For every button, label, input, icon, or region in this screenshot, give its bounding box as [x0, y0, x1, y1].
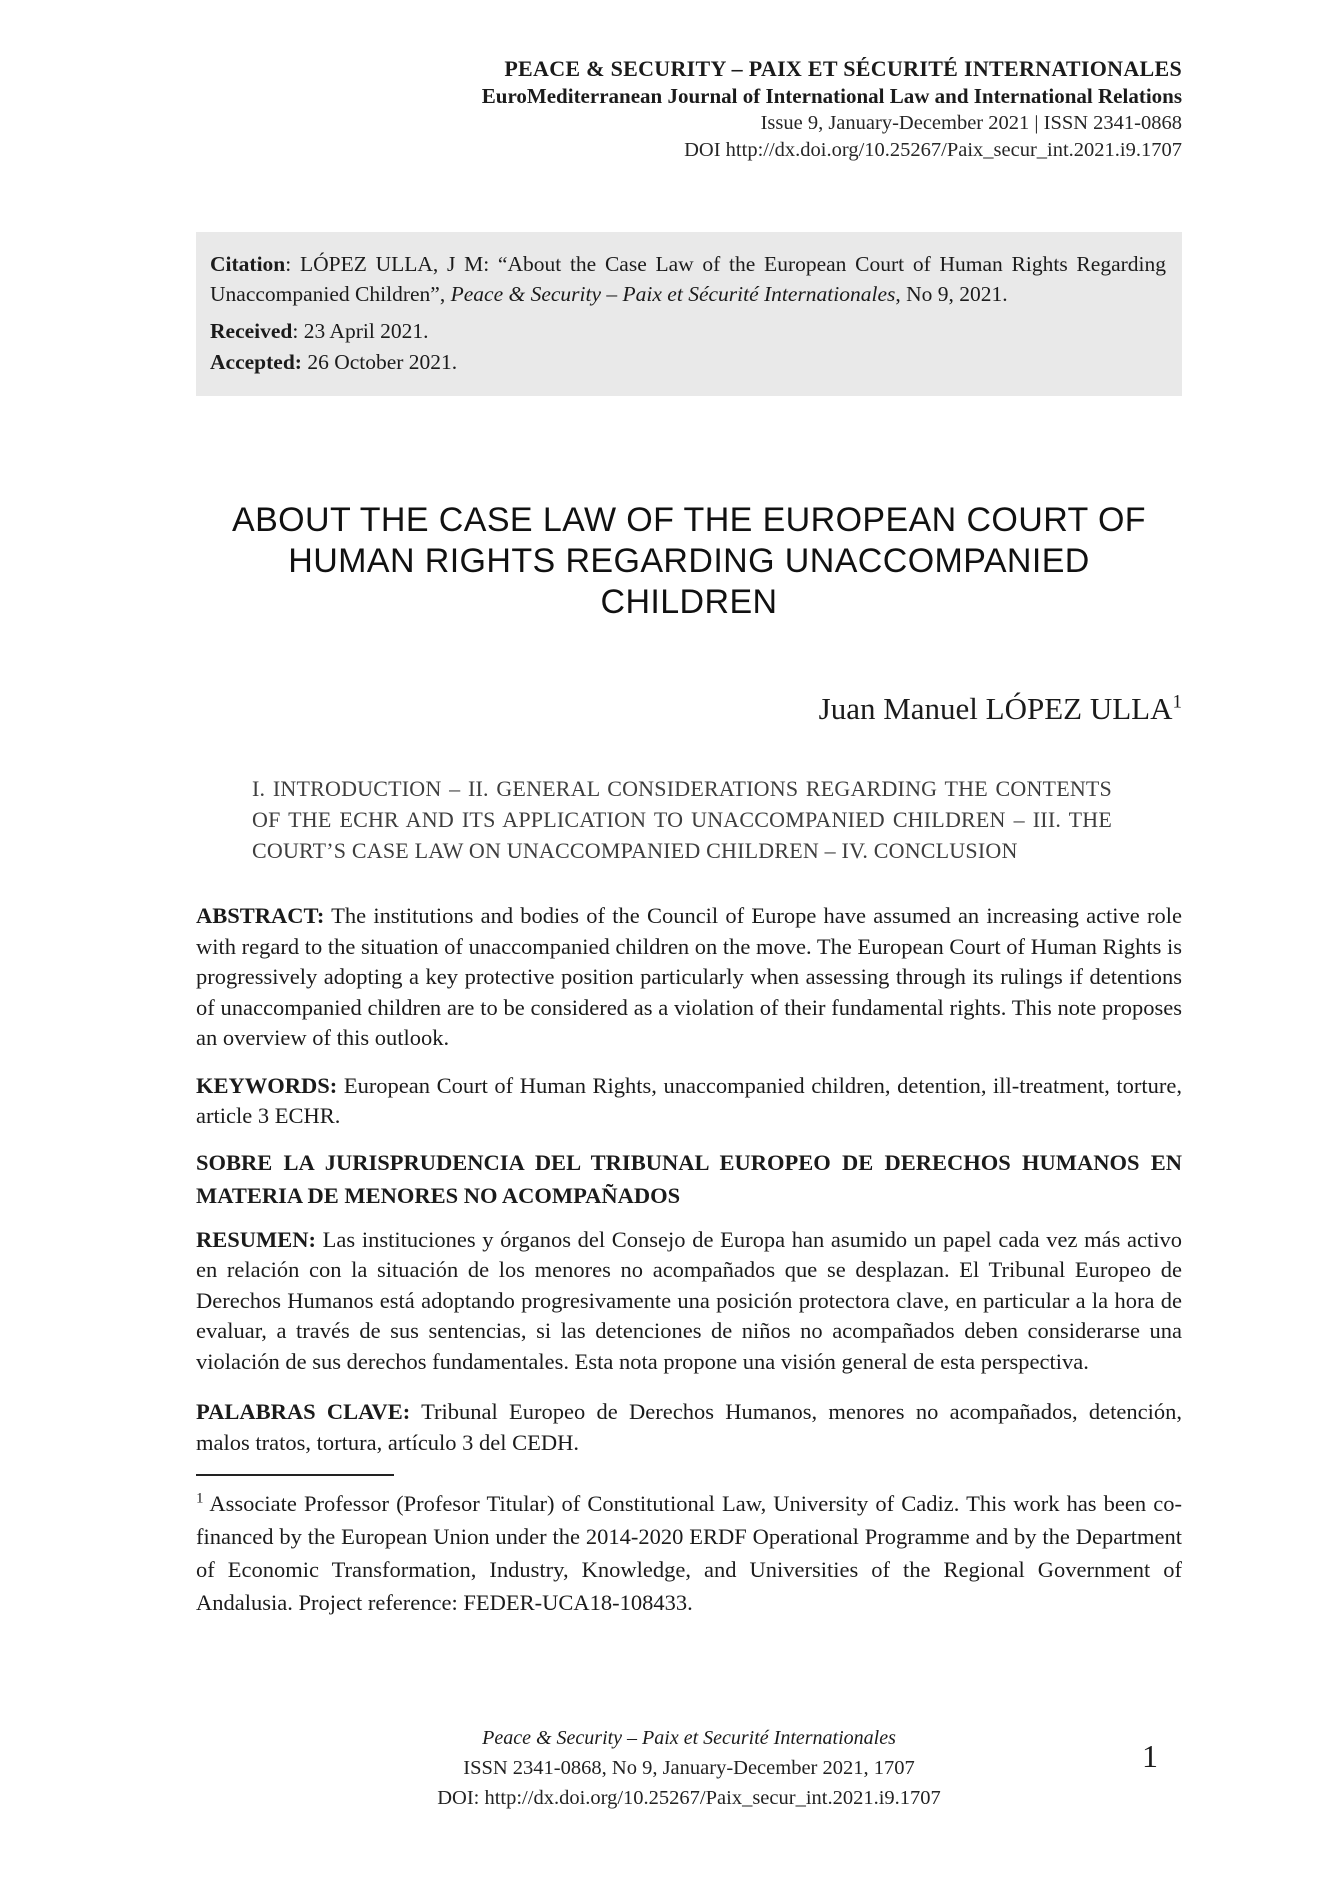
accepted-value: 26 October 2021. — [301, 350, 458, 374]
footnote-divider — [196, 1474, 394, 1476]
author-footnote-ref: 1 — [1172, 691, 1182, 713]
header-doi-line: DOI http://dx.doi.org/10.25267/Paix_secur_int.2021.i9.1707 — [684, 139, 1182, 161]
abstract-label: ABSTRACT: — [196, 903, 325, 928]
article-outline: I. INTRODUCTION – II. GENERAL CONSIDERATIONS REGARDING THE CONTENTS OF THE ECHR AND ITS APPLICATION TO UNACCOMPANIED CHILDREN – III. THE COURT’S CASE LAW ON UNACCOMPANIED CHILDREN – IV. CONCLUSION — [252, 776, 1112, 863]
page-footer — [196, 1724, 1182, 1813]
citation-box — [196, 232, 1182, 396]
resumen-text: Las instituciones y órganos del Consejo de Europa han asumido un papel cada vez más activo en relación con la situación de los menores no acompañados que se desplazan. El Tribunal Europeo de Derechos Humanos está adoptando progresivamente una posición protectora clave, en particular a la hora de evaluar, a través de sus sentencias, si las detenciones de niños no acompañados deben considerarse una violación de sus derechos fundamentales. Esta nota propone una visión general de esta perspectiva. — [196, 1226, 1182, 1374]
palabras-clave-label: PALABRAS CLAVE: — [196, 1399, 411, 1424]
citation-line — [210, 249, 1166, 309]
accepted-label: Accepted: — [210, 350, 302, 374]
article-title-line2: HUMAN RIGHTS REGARDING UNACCOMPANIED CHILDREN — [288, 542, 1090, 621]
palabras-clave-text: Tribunal Europeo de Derechos Humanos, menores no acompañados, detención, malos tratos, tortura, artículo 3 del CEDH. — [196, 1399, 1183, 1455]
abstract-paragraph — [196, 901, 1182, 1054]
abstract-text: The institutions and bodies of the Council of Europe have assumed an increasing active role with regard to the situation of unaccompanied children on the move. The European Court of Human Rights is progressively adopting a key protective position particularly when assessing through its rulings if detentions of unaccompanied children are to be considered as a violation of their fundamental rights. This note proposes an overview of this outlook. — [196, 903, 1182, 1050]
citation-journal-name: Peace & Security – Paix et Sécurité Internationales — [450, 282, 896, 306]
page-number: 1 — [1142, 1738, 1158, 1774]
journal-title: PEACE & SECURITY – PAIX ET SÉCURITÉ INTERNATIONALES — [504, 56, 1182, 81]
spanish-title: SOBRE LA JURISPRUDENCIA DEL TRIBUNAL EUROPEO DE DERECHOS HUMANOS EN MATERIA DE MENORES NO ACOMPAÑADOS — [196, 1149, 1182, 1208]
citation-meta — [210, 316, 1166, 378]
keywords-label: KEYWORDS: — [196, 1072, 338, 1098]
citation-text-part2: , No 9, 2021. — [895, 282, 1008, 306]
accepted-line — [210, 347, 1166, 378]
journal-subtitle: EuroMediterranean Journal of International Law and International Relations — [481, 84, 1182, 108]
received-line — [210, 316, 1166, 347]
footer-doi-line: DOI: http://dx.doi.org/10.25267/Paix_secur_int.2021.i9.1707 — [437, 1787, 941, 1809]
footnote-ref: 1 — [196, 1490, 204, 1507]
footnote-text: Associate Professor (Profesor Titular) of Constitutional Law, University of Cadiz. This work has been co-financed by the European Union under the 2014-2020 ERDF Operational Programme and by the Department of Economic Transformation, Industry, Knowledge, and Universities of the Regional Government of Andalusia. Project reference: FEDER-UCA18-108433. — [196, 1491, 1182, 1615]
received-label: Received — [210, 319, 293, 343]
article-title — [196, 500, 1182, 623]
keywords-text: European Court of Human Rights, unaccompanied children, detention, ill-treatment, torture, article 3 ECHR. — [196, 1072, 1182, 1128]
palabras-clave-paragraph — [196, 1397, 1182, 1458]
received-value: : 23 April 2021. — [292, 319, 429, 343]
page-content — [196, 0, 1182, 1619]
citation-text-part1: : LÓPEZ ULLA, J M: “About the Case Law of the European Court of Human Rights Regarding Unaccompanied Children”, — [210, 252, 1166, 306]
issue-issn-line: Issue 9, January-December 2021 | ISSN 2341-0868 — [760, 112, 1182, 134]
footer-journal-name: Peace & Security – Paix et Securité Internationales — [482, 1727, 896, 1749]
author-line — [196, 691, 1182, 727]
article-title-line1: ABOUT THE CASE LAW OF THE EUROPEAN COURT OF — [232, 501, 1146, 539]
citation-label: Citation — [210, 252, 286, 276]
footnote-1 — [196, 1487, 1182, 1619]
resumen-label: RESUMEN: — [196, 1226, 317, 1252]
journal-header — [196, 0, 1182, 164]
resumen-paragraph — [196, 1225, 1182, 1378]
keywords-paragraph — [196, 1071, 1182, 1132]
footer-issn-line: ISSN 2341-0868, No 9, January-December 2021, 1707 — [463, 1757, 915, 1779]
author-name: Juan Manuel LÓPEZ ULLA — [818, 691, 1173, 726]
